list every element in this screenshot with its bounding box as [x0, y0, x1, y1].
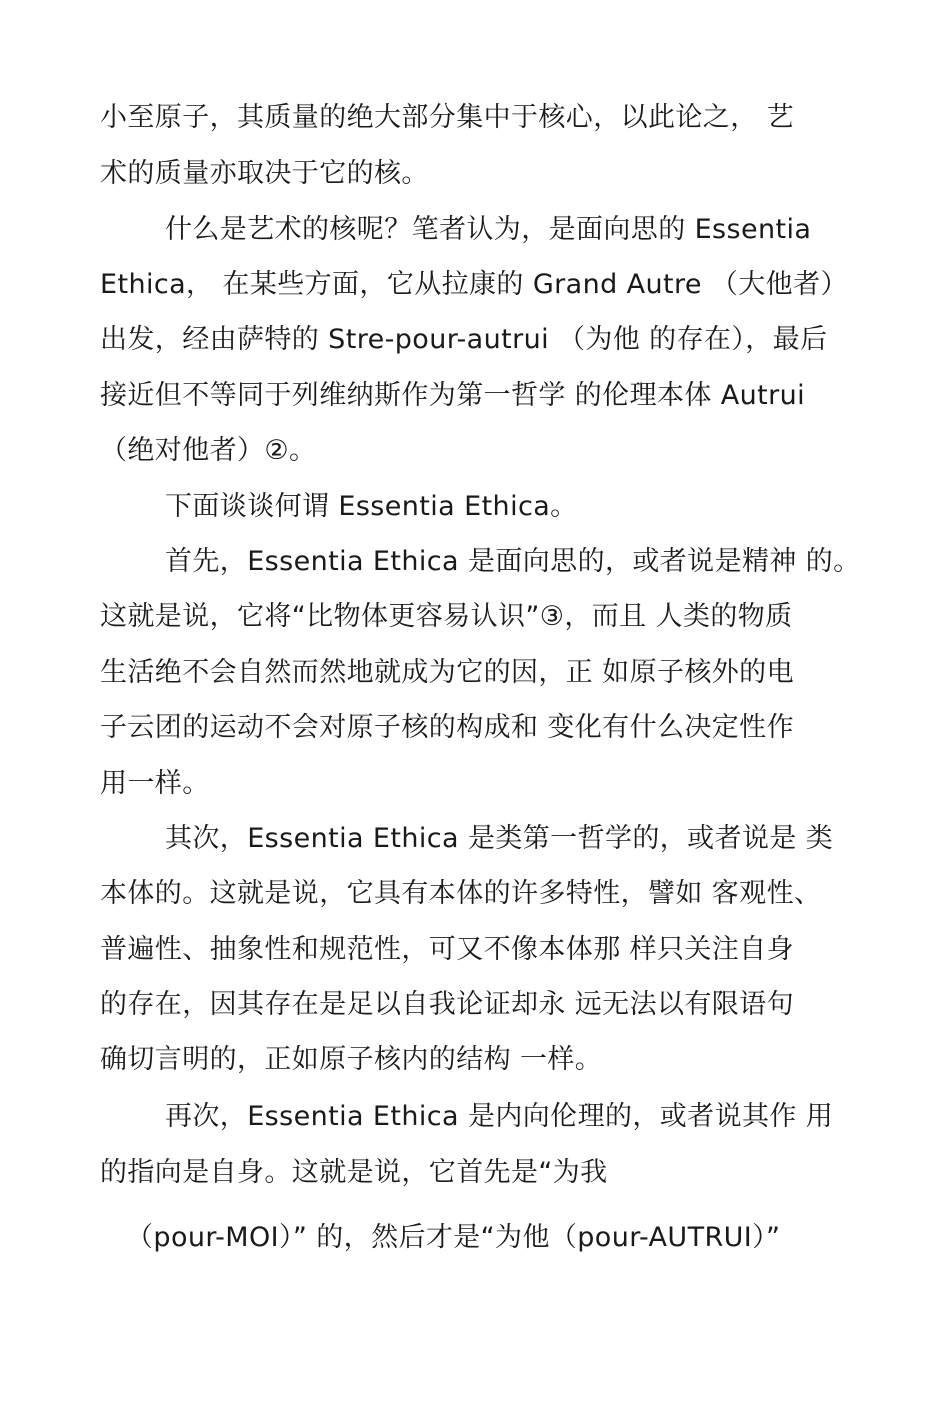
text-line: 什么是艺术的核呢？笔者认为，是面向思的 Essentia [165, 214, 812, 245]
text-line: 这就是说，它将“比物体更容易认识”③，而且 人类的物质 [100, 601, 793, 632]
text-line: 术的质量亦取决于它的核。 [100, 158, 429, 189]
text-line: 本体的。这就是说，它具有本体的许多特性，譬如 客观性、 [100, 878, 822, 909]
text-line: 子云团的运动不会对原子核的构成和 变化有什么决定性作 [100, 712, 794, 743]
text-line: 的存在，因其存在是足以自我论证却永 远无法以有限语句 [100, 989, 794, 1020]
text-line: 下面谈谈何谓 Essentia Ethica。 [165, 491, 578, 522]
text-line: 首先，Essentia Ethica 是面向思的，或者说是精神 的。 [165, 546, 861, 577]
text-line: Ethica， 在某些方面，它从拉康的 Grand Autre （大他者） [100, 269, 848, 300]
text-line: 小至原子，其质量的绝大部分集中于核心，以此论之， 艺 [100, 102, 794, 133]
text-line: 普遍性、抽象性和规范性，可又不像本体那 样只关注自身 [100, 934, 794, 965]
text-line: 其次，Essentia Ethica 是类第一哲学的，或者说是 类 [165, 823, 834, 854]
text-line: 的指向是自身。这就是说，它首先是“为我 [100, 1157, 608, 1188]
text-line: 接近但不等同于列维纳斯作为第一哲学 的伦理本体 Autrui [100, 380, 806, 411]
text-line: 用一样。 [100, 768, 210, 799]
text-line: 出发，经由萨特的 Stre-pour-autrui （为他 的存在），最后 [100, 324, 828, 355]
text-line: 再次，Essentia Ethica 是内向伦理的，或者说其作 用 [165, 1101, 834, 1132]
text-line: （pour-MOI）” 的，然后才是“为他（pour-AUTRUI）” [126, 1222, 781, 1253]
text-line: 生活绝不会自然而然地就成为它的因，正 如原子核外的电 [100, 657, 794, 688]
text-line: （绝对他者）②。 [100, 435, 317, 466]
text-line: 确切言明的，正如原子核内的结构 一样。 [100, 1044, 603, 1075]
